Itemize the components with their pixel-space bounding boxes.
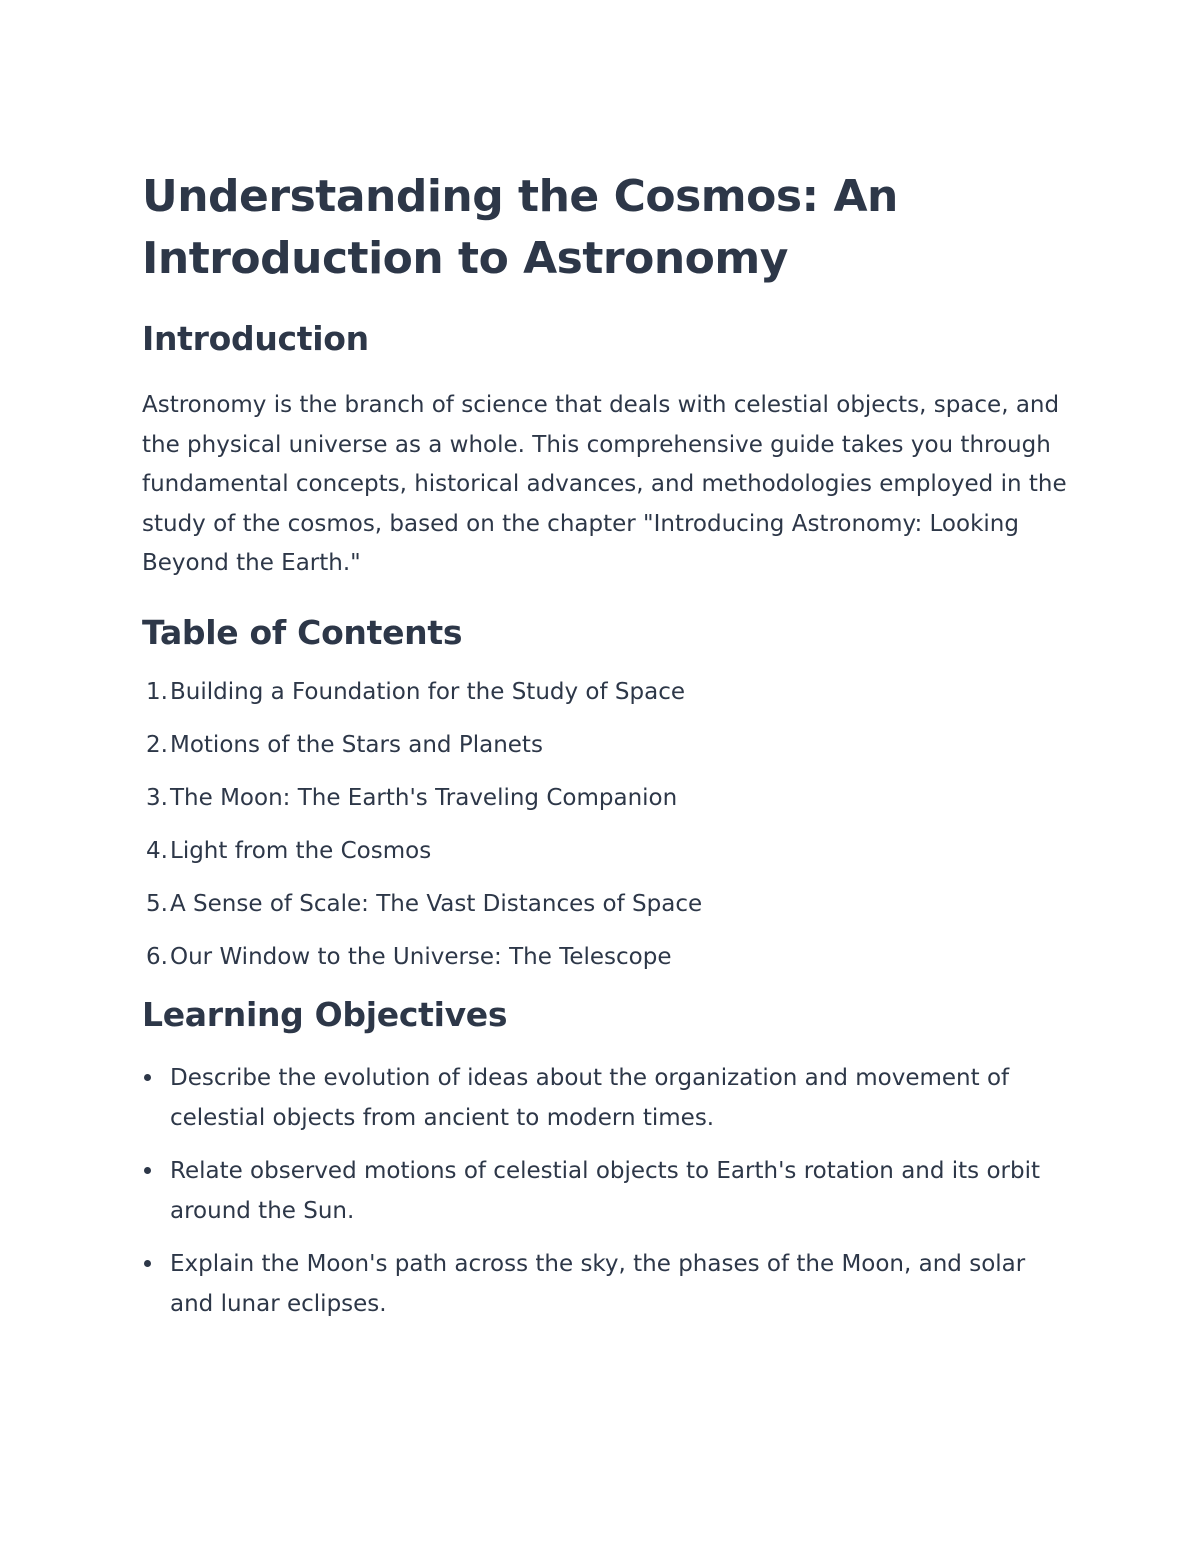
toc-item-label: Building a Foundation for the Study of Space xyxy=(170,678,685,705)
toc-item-label: Our Window to the Universe: The Telescope xyxy=(170,943,672,970)
toc-item-number: 5. xyxy=(146,890,168,917)
page-title: Understanding the Cosmos: An Introduction to Astronomy xyxy=(142,171,898,284)
toc-list xyxy=(142,676,1072,973)
toc-heading: Table of Contents xyxy=(142,612,463,652)
toc-item-label: Motions of the Stars and Planets xyxy=(170,731,543,758)
toc-item xyxy=(142,835,1072,867)
toc-item-number: 6. xyxy=(146,943,168,970)
toc-item-number: 1. xyxy=(146,678,168,705)
toc-item-number: 2. xyxy=(146,731,168,758)
document-page xyxy=(142,166,1072,1337)
toc-item-label: The Moon: The Earth's Traveling Companion xyxy=(170,784,678,811)
introduction-paragraph: Astronomy is the branch of science that deals with celestial objects, space, and the physical universe as a whole. This comprehensive guide takes you through fundamental concepts, historical advances, and methodologies employed in the study of the cosmos, based on the chapter "Introducing Astronomy: Looking Beyond the Earth." xyxy=(142,392,1067,576)
objective-text: Explain the Moon's path across the sky, the phases of the Moon, and solar and lunar eclipses. xyxy=(170,1250,1026,1317)
introduction-heading: Introduction xyxy=(142,319,369,358)
toc-item-label: Light from the Cosmos xyxy=(170,837,432,864)
toc-item xyxy=(142,888,1072,920)
bullet-icon xyxy=(142,1151,170,1231)
toc-item-label: A Sense of Scale: The Vast Distances of Space xyxy=(170,890,703,917)
bullet-icon xyxy=(142,1244,170,1324)
objective-item xyxy=(142,1244,1072,1324)
bullet-icon xyxy=(142,1058,170,1138)
objective-item xyxy=(142,1151,1072,1231)
toc-item-number: 3. xyxy=(146,784,168,811)
objective-text: Describe the evolution of ideas about the organization and movement of celestial objects from ancient to modern times. xyxy=(170,1064,1010,1131)
toc-item-number: 4. xyxy=(146,837,168,864)
toc-item xyxy=(142,782,1072,814)
toc-item xyxy=(142,729,1072,761)
objectives-heading: Learning Objectives xyxy=(142,994,508,1034)
objective-item xyxy=(142,1058,1072,1138)
toc-item xyxy=(142,676,1072,708)
objectives-list xyxy=(142,1058,1072,1324)
toc-item xyxy=(142,941,1072,973)
objective-text: Relate observed motions of celestial objects to Earth's rotation and its orbit around the Sun. xyxy=(170,1157,1041,1224)
